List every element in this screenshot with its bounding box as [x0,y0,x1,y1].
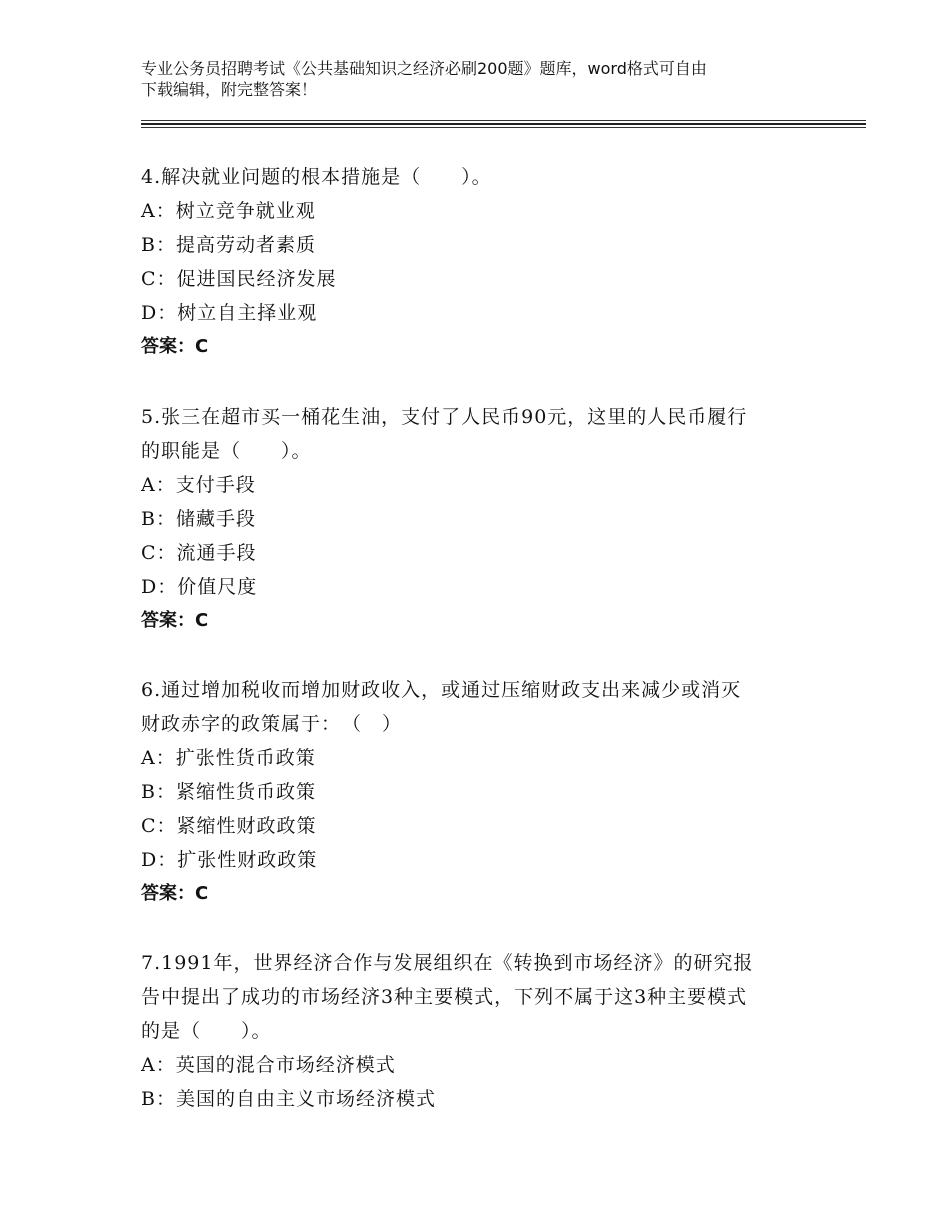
question-stem: 的是（ ）。 [141,1020,272,1042]
question-4 [141,160,811,364]
option-d: D：树立自主择业观 [141,302,318,324]
option-b: B：储藏手段 [141,508,256,530]
question-stem: 的职能是（ ）。 [141,440,312,462]
question-6 [141,673,811,911]
option-d: D：价值尺度 [141,576,258,598]
option-d: D：扩张性财政政策 [141,849,318,871]
option-a: A：支付手段 [141,474,256,496]
option-c: C：流通手段 [141,542,257,564]
question-stem: 财政赤字的政策属于： （ ） [141,713,403,735]
header-line-1: 专业公务员招聘考试《公共基础知识之经济必刷200题》题库，word格式可自由 [141,59,707,78]
header-rule-top [141,120,866,121]
header-rule-middle [141,123,866,125]
option-a: A：英国的混合市场经济模式 [141,1054,396,1076]
option-c: C：紧缩性财政政策 [141,815,317,837]
option-a: A：树立竞争就业观 [141,200,316,222]
question-stem: 告中提出了成功的市场经济3种主要模式，下列不属于这3种主要模式 [141,986,748,1008]
option-b: B：提高劳动者素质 [141,234,316,256]
header-line-2: 下载编辑，附完整答案！ [141,80,318,99]
question-stem: 7.1991年，世界经济合作与发展组织在《转换到市场经济》的研究报 [141,952,754,974]
header-rule-bottom [141,127,866,128]
question-7 [141,946,811,1116]
answer: 答案：C [141,336,209,357]
question-5 [141,400,811,638]
document-header [141,58,841,100]
option-c: C：促进国民经济发展 [141,268,337,290]
question-stem: 6.通过增加税收而增加财政收入，或通过压缩财政支出来减少或消灭 [141,679,742,701]
question-stem: 4.解决就业问题的根本措施是（ ）。 [141,166,492,188]
answer: 答案：C [141,610,209,631]
option-b: B：紧缩性货币政策 [141,781,316,803]
option-b: B：美国的自由主义市场经济模式 [141,1088,436,1110]
answer: 答案：C [141,883,209,904]
question-stem: 5.张三在超市买一桶花生油，支付了人民币90元，这里的人民币履行 [141,406,748,428]
option-a: A：扩张性货币政策 [141,747,316,769]
